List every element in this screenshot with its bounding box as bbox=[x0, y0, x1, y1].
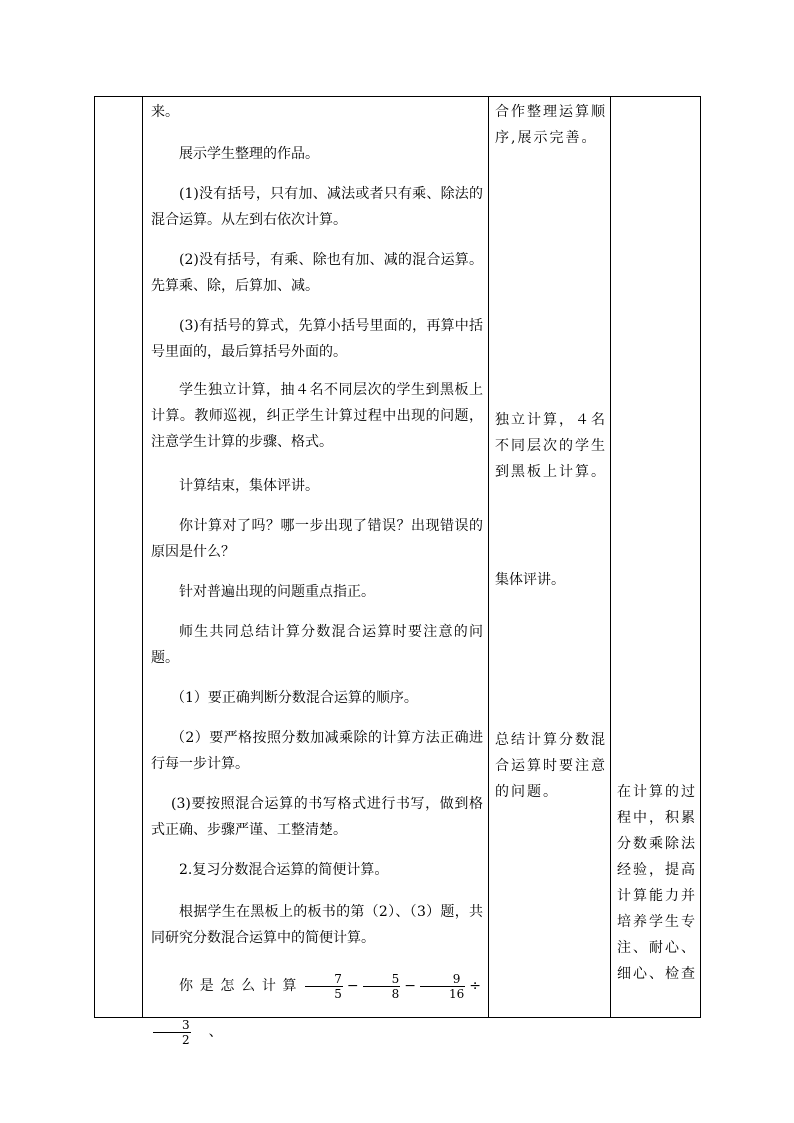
paragraph: 来。 bbox=[151, 104, 179, 120]
expression-suffix: 、 bbox=[208, 1024, 223, 1040]
fraction: $\frac{3}{2}$ bbox=[153, 1018, 191, 1047]
paragraph: （2）要严格按照分数加减乘除的计算方法正确进行每一步计算。 bbox=[151, 730, 483, 772]
fraction: $\frac{5}{8}$ bbox=[363, 972, 401, 1001]
paragraph: 学生独立计算，抽４名不同层次的学生到黑板上计算。教师巡视，纠正学生计算过程中出现的问题，注意学生计算的步骤、格式。 bbox=[151, 382, 483, 450]
minus-sign: − bbox=[404, 978, 416, 994]
student-note: 总结计算分数混合运算时要注意的问题。 bbox=[495, 732, 607, 800]
student-note: 集体评讲。 bbox=[495, 572, 565, 588]
expression-prefix: 你是怎么计算 bbox=[179, 978, 304, 994]
fraction: $\frac{9}{16}$ bbox=[420, 972, 465, 1001]
paragraph: (3)要按照混合运算的书写格式进行书写，做到格式正确、步骤严谨、工整清楚。 bbox=[151, 796, 483, 838]
paragraph: 师生共同总结计算分数混合运算时要注意的问题。 bbox=[151, 624, 483, 666]
student-activity-column bbox=[489, 97, 611, 1017]
expression-line bbox=[151, 963, 483, 1055]
paragraph: 根据学生在黑板上的板书的第（2）、（3）题，共同研究分数混合运算中的简便计算。 bbox=[151, 904, 483, 946]
paragraph: 2.复习分数混合运算的简便计算。 bbox=[179, 862, 389, 878]
paragraph: 针对普遍出现的问题重点指正。 bbox=[179, 584, 375, 600]
paragraph: 你计算对了吗？哪一步出现了错误？出现错误的原因是什么？ bbox=[151, 518, 483, 560]
divide-sign: ÷ bbox=[469, 978, 481, 994]
student-note: 合作整理运算顺序,展示完善。 bbox=[495, 104, 607, 146]
minus-sign: − bbox=[346, 978, 359, 994]
paragraph: 计算结束，集体评讲。 bbox=[179, 478, 319, 494]
design-intent-note: 在计算的过程中，积累分数乘除法经验，提高计算能力并培养学生专注、耐心、细心、检查 bbox=[617, 784, 697, 982]
lesson-table bbox=[94, 96, 701, 1047]
design-intent-column bbox=[611, 97, 701, 1017]
section-column bbox=[95, 97, 142, 1017]
paragraph: (1)没有括号，只有加、减法或者只有乘、除法的混合运算。从左到右依次计算。 bbox=[151, 186, 483, 228]
paragraph: 展示学生整理的作品。 bbox=[179, 146, 319, 162]
paragraph: (3)有括号的算式，先算小括号里面的，再算中括号里面的，最后算括号外面的。 bbox=[151, 318, 483, 360]
fraction: $\frac{7}{5}$ bbox=[305, 972, 343, 1001]
paragraph: (2)没有括号，有乘、除也有加、减的混合运算。先算乘、除，后算加、减。 bbox=[151, 252, 483, 294]
teacher-activity-column bbox=[143, 97, 489, 1047]
paragraph: （1）要正确判断分数混合运算的顺序。 bbox=[171, 690, 418, 706]
student-note: 独立计算，４名不同层次的学生到黑板上计算。 bbox=[495, 412, 607, 480]
